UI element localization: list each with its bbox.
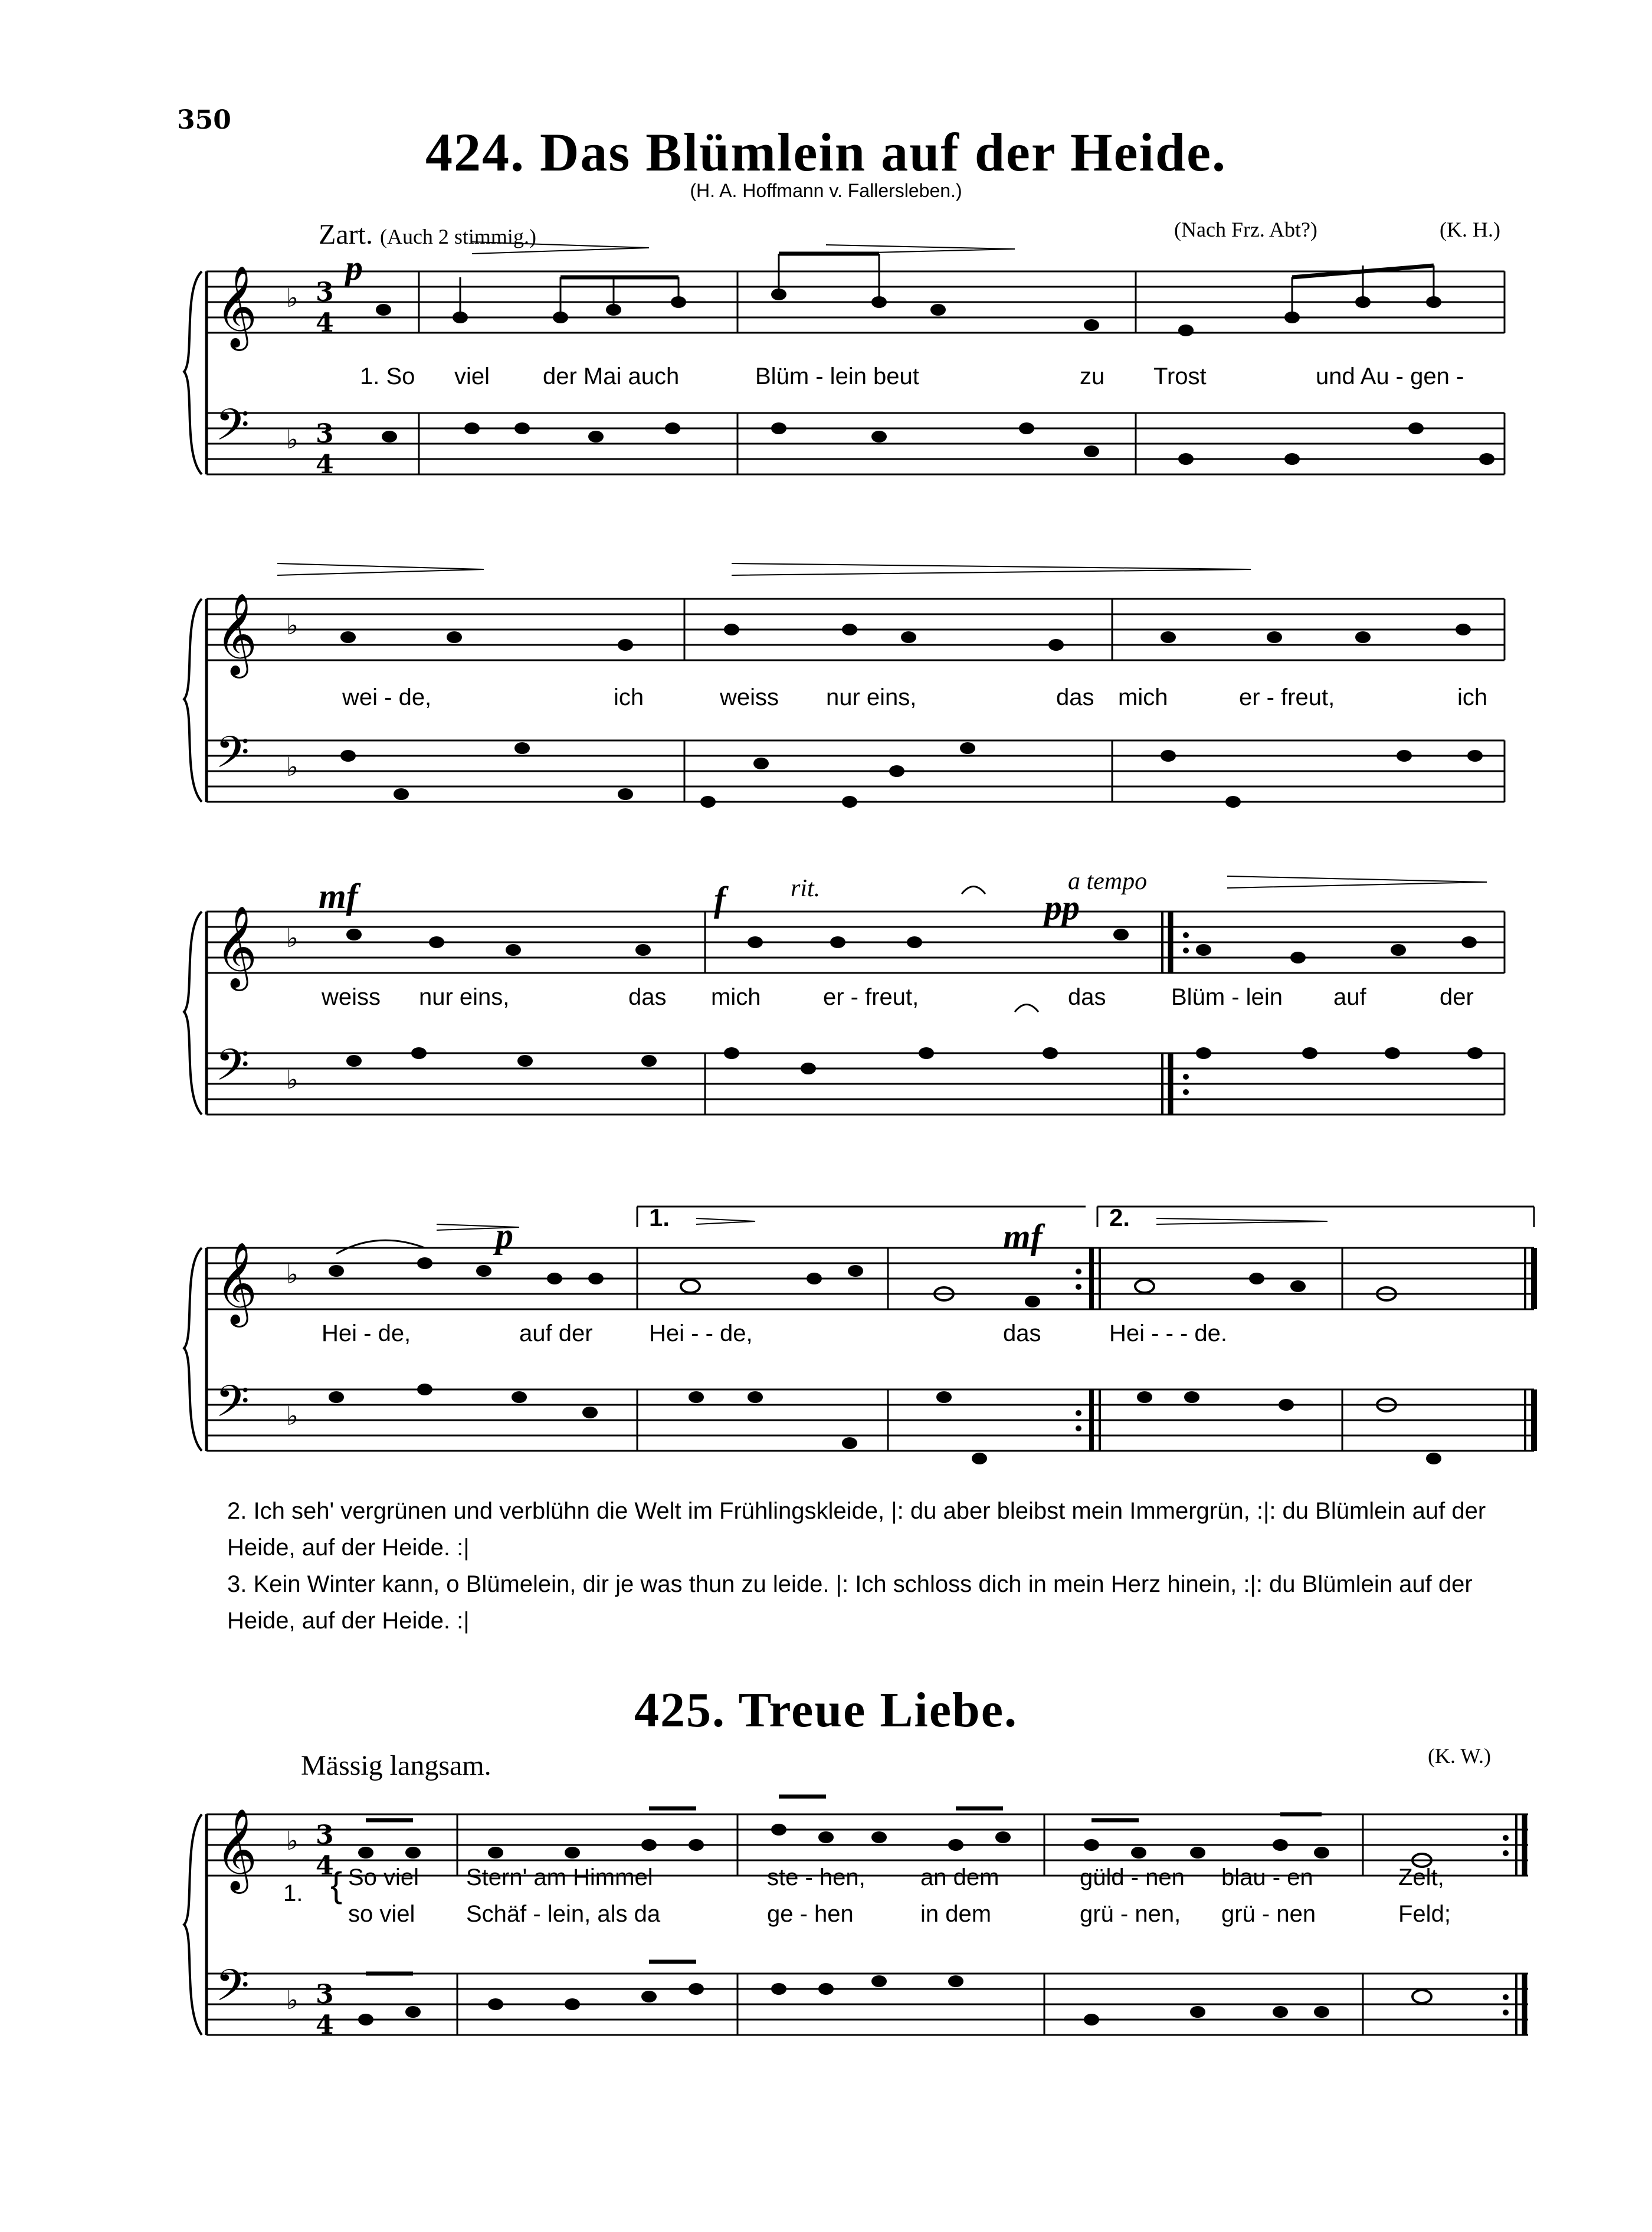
- lyric-11: nur eins,: [826, 684, 917, 710]
- lyric-13: mich: [1118, 684, 1168, 710]
- lyric-7: und Au - gen -: [1316, 363, 1464, 389]
- lyric-425-2e: grü - nen,: [1080, 1901, 1181, 1927]
- svg-text:♭: ♭: [286, 425, 299, 455]
- svg-text:4: 4: [316, 1851, 334, 1881]
- lyric-425-1f: blau - en: [1221, 1864, 1313, 1890]
- lyric-5: zu: [1080, 363, 1105, 389]
- lyric-425-1a: So viel: [348, 1864, 419, 1890]
- lyric-10: weiss: [720, 684, 779, 710]
- lyric-28: das: [1003, 1320, 1041, 1346]
- lyric-19: mich: [711, 984, 761, 1010]
- dynamic-mf: mf: [319, 877, 358, 916]
- svg-text:3: 3: [316, 277, 334, 307]
- lyric-425-2f: grü - nen: [1221, 1901, 1316, 1927]
- lyric-25: Hei - de,: [322, 1320, 411, 1346]
- svg-text:𝄞: 𝄞: [215, 1242, 257, 1324]
- svg-text:3: 3: [316, 419, 334, 449]
- lyric-17: nur eins,: [419, 984, 510, 1010]
- dynamic-f: f: [714, 880, 726, 919]
- music-system-4: [189, 1230, 1510, 1478]
- lyric-425-1c: ste - hen,: [767, 1864, 866, 1890]
- svg-text:𝄞: 𝄞: [215, 1808, 257, 1890]
- svg-text:𝄞: 𝄞: [215, 906, 257, 988]
- lyric-425-2d: in dem: [920, 1901, 992, 1927]
- lyric-6: Trost: [1153, 363, 1207, 389]
- arranger-credit: (K. H.): [1440, 218, 1500, 241]
- svg-text:♭: ♭: [286, 1260, 299, 1290]
- dynamic-mf-2: mf: [1003, 1217, 1043, 1256]
- lyric-8: wei - de,: [342, 684, 432, 710]
- svg-text:𝄢: 𝄢: [215, 1960, 250, 2022]
- lyric-23: auf: [1333, 984, 1366, 1010]
- svg-text:𝄢: 𝄢: [215, 399, 250, 461]
- lyric-24: der: [1440, 984, 1474, 1010]
- lyric-4: Blüm - lein beut: [755, 363, 919, 389]
- tempo-label: Zart.: [319, 219, 373, 250]
- svg-text:♭: ♭: [286, 1826, 299, 1856]
- lyric-21: das: [1068, 984, 1106, 1010]
- tempo-marking: [319, 218, 536, 251]
- lyric-16: weiss: [322, 984, 381, 1010]
- lyric-425-2c: ge - hen: [767, 1901, 854, 1927]
- lyric-27: Hei - - de,: [649, 1320, 753, 1346]
- svg-text:𝄢: 𝄢: [215, 1040, 250, 1102]
- song-title-424: 424. Das Blümlein auf der Heide.: [425, 122, 1227, 182]
- svg-text:♭: ♭: [286, 923, 299, 953]
- lyric-14: er - freut,: [1239, 684, 1335, 710]
- page-number: 350: [177, 105, 231, 135]
- arranger-credit-425: (K. W.): [1428, 1744, 1491, 1768]
- svg-text:♭: ♭: [286, 611, 299, 641]
- svg-text:𝄢: 𝄢: [215, 727, 250, 789]
- tempo-marking-425: Mässig langsam.: [301, 1750, 491, 1781]
- song-title-425: 425. Treue Liebe.: [634, 1683, 1018, 1738]
- volta-second-ending: 2.: [1109, 1204, 1130, 1231]
- lyric-26: auf der: [519, 1320, 593, 1346]
- lyric-22: Blüm - lein: [1171, 984, 1283, 1010]
- svg-text:♭: ♭: [286, 283, 299, 313]
- a-tempo-marking: a tempo: [1068, 868, 1148, 895]
- dynamic-p: p: [345, 248, 363, 287]
- verse-number-425: 1.: [283, 1880, 303, 1906]
- lyric-2: viel: [454, 363, 490, 389]
- music-system-3: [189, 894, 1510, 1142]
- composer-credit: (Nach Frz. Abt?): [1174, 218, 1317, 241]
- svg-text:4: 4: [316, 2010, 334, 2040]
- volta-first-ending: 1.: [649, 1204, 670, 1231]
- svg-text:3: 3: [316, 1820, 334, 1850]
- lyric-18: das: [628, 984, 667, 1010]
- lyric-12: das: [1056, 684, 1094, 710]
- svg-text:4: 4: [316, 450, 334, 480]
- verse-3: 3. Kein Winter kann, o Blümelein, dir je was thun zu leide. |: Ich schloss dich in mein Herz hinein, :|: du Blümlein auf der Heide, auf der Heide. :|: [227, 1571, 1473, 1634]
- verse-brace: {: [330, 1865, 343, 1905]
- lyric-1: 1. So: [360, 363, 415, 389]
- svg-text:♭: ♭: [286, 1985, 299, 2015]
- svg-text:3: 3: [316, 1979, 334, 2010]
- lyric-425-1b: Stern' am Himmel: [466, 1864, 653, 1890]
- lyric-20: er - freut,: [823, 984, 919, 1010]
- dynamic-p-2: p: [496, 1216, 513, 1255]
- verse-2: 2. Ich seh' vergrünen und verblühn die Welt im Frühlingskleide, |: du aber bleibst mein Immergrün, :|: du Blümlein auf der Heide, auf der Heide. :|: [227, 1498, 1486, 1561]
- lyric-425-1d: an dem: [920, 1864, 999, 1890]
- svg-text:𝄞: 𝄞: [215, 593, 257, 675]
- lyric-425-2b: Schäf - lein, als da: [466, 1901, 661, 1927]
- lyric-425-2g: Feld;: [1398, 1901, 1451, 1927]
- lyric-3: der Mai auch: [543, 363, 680, 389]
- lyric-29: Hei - - - de.: [1109, 1320, 1228, 1346]
- tempo-note: (Auch 2 stimmig.): [379, 225, 536, 248]
- lyric-15: ich: [1457, 684, 1488, 710]
- svg-text:♭: ♭: [286, 1401, 299, 1431]
- svg-text:𝄞: 𝄞: [215, 266, 257, 348]
- lyric-425-2a: so viel: [348, 1901, 415, 1927]
- svg-text:𝄢: 𝄢: [215, 1376, 250, 1438]
- rit-marking: rit.: [791, 875, 821, 902]
- lyric-425-1g: Zelt,: [1398, 1864, 1444, 1890]
- lyric-425-1e: güld - nen: [1080, 1864, 1185, 1890]
- svg-text:4: 4: [316, 308, 334, 338]
- svg-text:♭: ♭: [286, 1065, 299, 1095]
- lyricist-credit: (H. A. Hoffmann v. Fallersleben.): [690, 180, 962, 201]
- lyric-9: ich: [614, 684, 644, 710]
- svg-text:♭: ♭: [286, 752, 299, 782]
- dynamic-pp: pp: [1044, 888, 1080, 927]
